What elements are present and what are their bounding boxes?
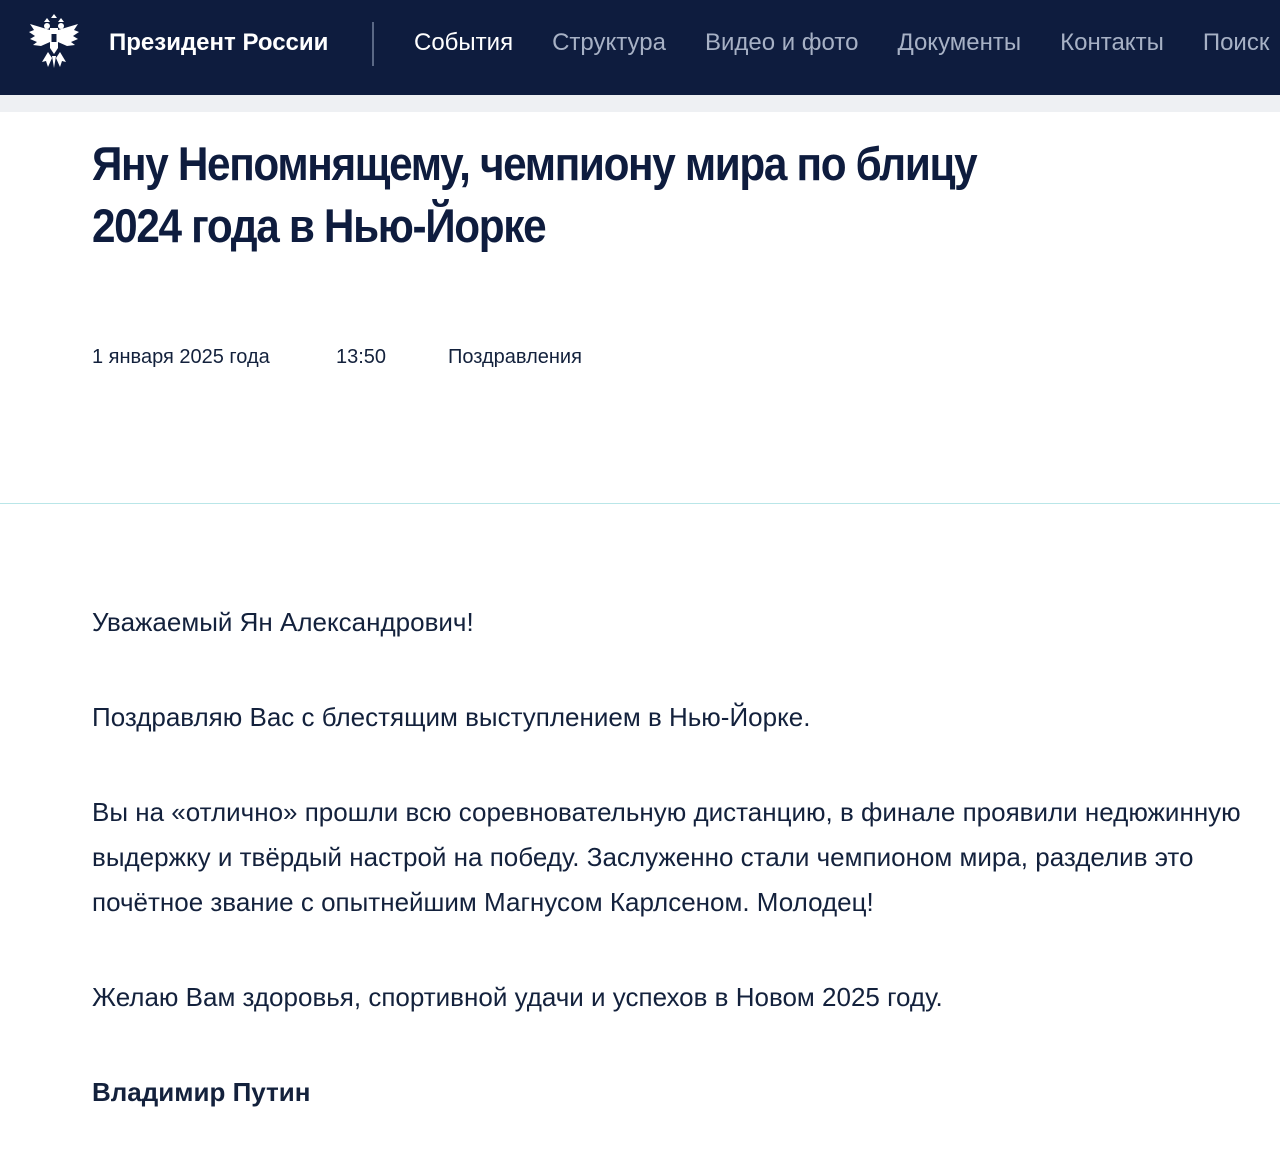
article-paragraph: Желаю Вам здоровья, спортивной удачи и успехов в Новом 2025 году. bbox=[92, 982, 943, 1012]
header-divider bbox=[372, 22, 374, 66]
nav-item-contacts[interactable]: Контакты bbox=[1060, 29, 1164, 56]
article-category-link[interactable]: Поздравления bbox=[448, 346, 582, 368]
site-title[interactable]: Президент России bbox=[109, 29, 329, 56]
article-time: 13:50 bbox=[336, 346, 387, 368]
nav-item-video-photo[interactable]: Видео и фото bbox=[704, 29, 859, 56]
article-signature: Владимир Путин bbox=[92, 1077, 311, 1107]
nav-item-structure[interactable]: Структура bbox=[552, 29, 666, 56]
nav-item-search[interactable]: Поиск bbox=[1202, 29, 1270, 56]
header-shadow-strip bbox=[0, 95, 1280, 112]
nav-item-documents[interactable]: Документы bbox=[897, 29, 1022, 56]
article-body bbox=[92, 600, 1242, 1165]
article-date: 1 января 2025 года bbox=[92, 346, 270, 368]
article-paragraph: Уважаемый Ян Александрович! bbox=[92, 607, 474, 637]
double-headed-eagle-icon[interactable] bbox=[26, 14, 82, 70]
site-header bbox=[0, 0, 1280, 95]
article-paragraph: Вы на «отлично» прошли всю соревновательную дистанцию, в финале проявили недюжинную выдержку и твёрдый настрой на победу. Заслуженно стали чемпионом мира, разделив это почётное звание с опытнейшим Магнусом Карлсеном. Молодец! bbox=[92, 797, 1241, 917]
article-paragraph: Поздравляю Вас с блестящим выступлением в Нью-Йорке. bbox=[92, 702, 811, 732]
section-divider bbox=[0, 503, 1280, 504]
main-nav bbox=[414, 27, 1280, 59]
nav-item-events[interactable]: События bbox=[414, 29, 514, 56]
article-title: Яну Непомнящему, чемпиону мира по блицу 2024 года в Нью-Йорке bbox=[92, 137, 977, 252]
article-meta bbox=[92, 345, 582, 369]
